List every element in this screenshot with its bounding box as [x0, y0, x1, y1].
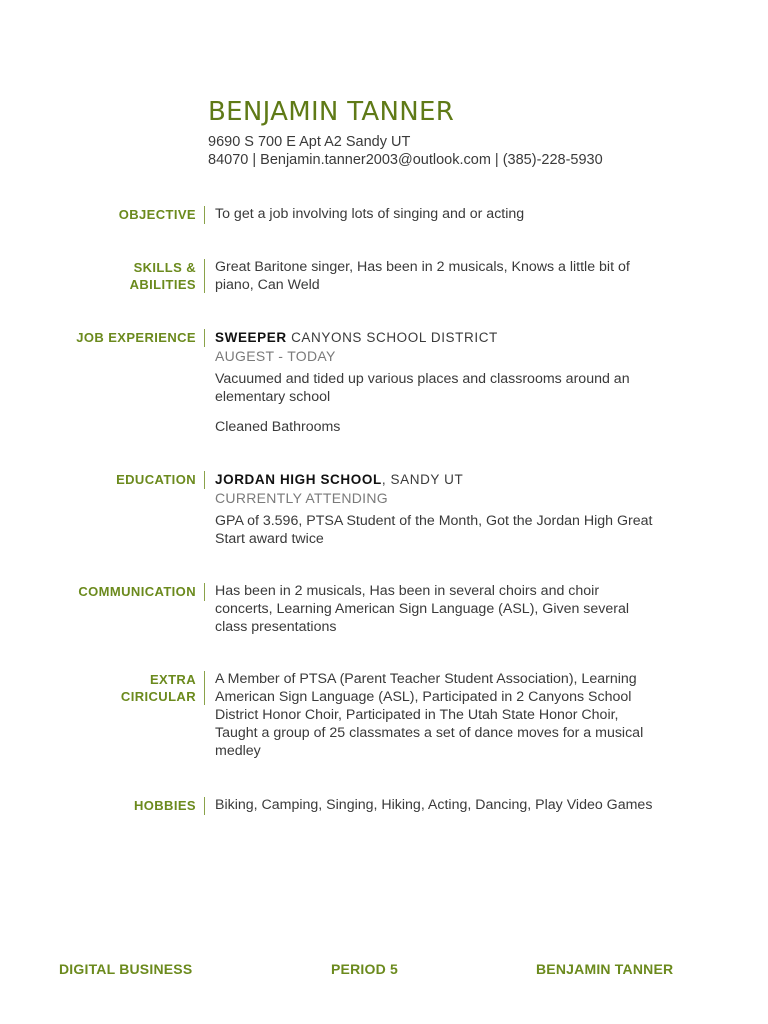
contact-info [208, 133, 603, 169]
job-title-line [215, 329, 655, 347]
education-label: EDUCATION [116, 472, 196, 487]
education-status: CURRENTLY ATTENDING [215, 490, 388, 506]
skills-divider [204, 259, 205, 293]
job-dates: AUGEST - TODAY [215, 348, 336, 364]
school-line [215, 471, 655, 489]
extracurricular-label [40, 671, 196, 705]
hobbies-text: Biking, Camping, Singing, Hiking, Acting, Dancing, Play Video Games [215, 797, 653, 813]
skills-label [40, 259, 196, 293]
job-experience-divider [204, 329, 205, 347]
school-name: JORDAN HIGH SCHOOL [215, 472, 382, 487]
footer-right: BENJAMIN TANNER [536, 961, 674, 977]
job-experience-label: JOB EXPERIENCE [76, 330, 196, 345]
communication-divider [204, 583, 205, 601]
school-location: , SANDY UT [381, 472, 464, 487]
objective-label: OBJECTIVE [118, 207, 196, 222]
objective-text: To get a job involving lots of singing and or acting [215, 206, 525, 222]
extracurricular-divider [204, 671, 205, 705]
skills-label-line-1: SKILLS & [133, 260, 196, 275]
skills-text: Great Baritone singer, Has been in 2 musicals, Knows a little bit of piano, Can Weld [215, 259, 630, 293]
education-content [215, 471, 655, 548]
job-description-2: Cleaned Bathrooms [215, 419, 341, 435]
extracurricular-label-line-1: EXTRA [149, 672, 196, 687]
job-title: SWEEPER [215, 330, 287, 345]
address-line-2: 84070 | Benjamin.tanner2003@outlook.com | (385)-228-5930 [208, 152, 603, 168]
hobbies-divider [204, 797, 205, 815]
job-employer: CANYONS SCHOOL DISTRICT [286, 330, 498, 345]
footer-left: DIGITAL BUSINESS [59, 961, 193, 977]
address-line-1: 9690 S 700 E Apt A2 Sandy UT [208, 134, 411, 150]
objective-divider [204, 206, 205, 224]
job-experience-content [215, 329, 655, 436]
resume-name: BENJAMIN TANNER [208, 97, 455, 127]
communication-text: Has been in 2 musicals, Has been in several choirs and choir concerts, Learning American Sign Language (ASL), Given several class presentations [215, 583, 630, 635]
job-description-1: Vacuumed and tided up various places and classrooms around an elementary school [215, 371, 630, 405]
communication-label: COMMUNICATION [78, 584, 196, 599]
extracurricular-text: A Member of PTSA (Parent Teacher Student Association), Learning American Sign Language (ASL), Participated in 2 Canyons School District Honor Choir, Participated in The Utah State Honor Choir, Taught a group of 25 classmates a set of dance moves for a musical medley [215, 671, 644, 759]
education-description: GPA of 3.596, PTSA Student of the Month, Got the Jordan High Great Start award twice [215, 513, 653, 547]
footer-center: PERIOD 5 [331, 961, 398, 977]
hobbies-label: HOBBIES [133, 798, 196, 813]
extracurricular-label-line-2: CIRICULAR [120, 689, 196, 704]
education-divider [204, 471, 205, 489]
skills-label-line-2: ABILITIES [129, 277, 196, 292]
